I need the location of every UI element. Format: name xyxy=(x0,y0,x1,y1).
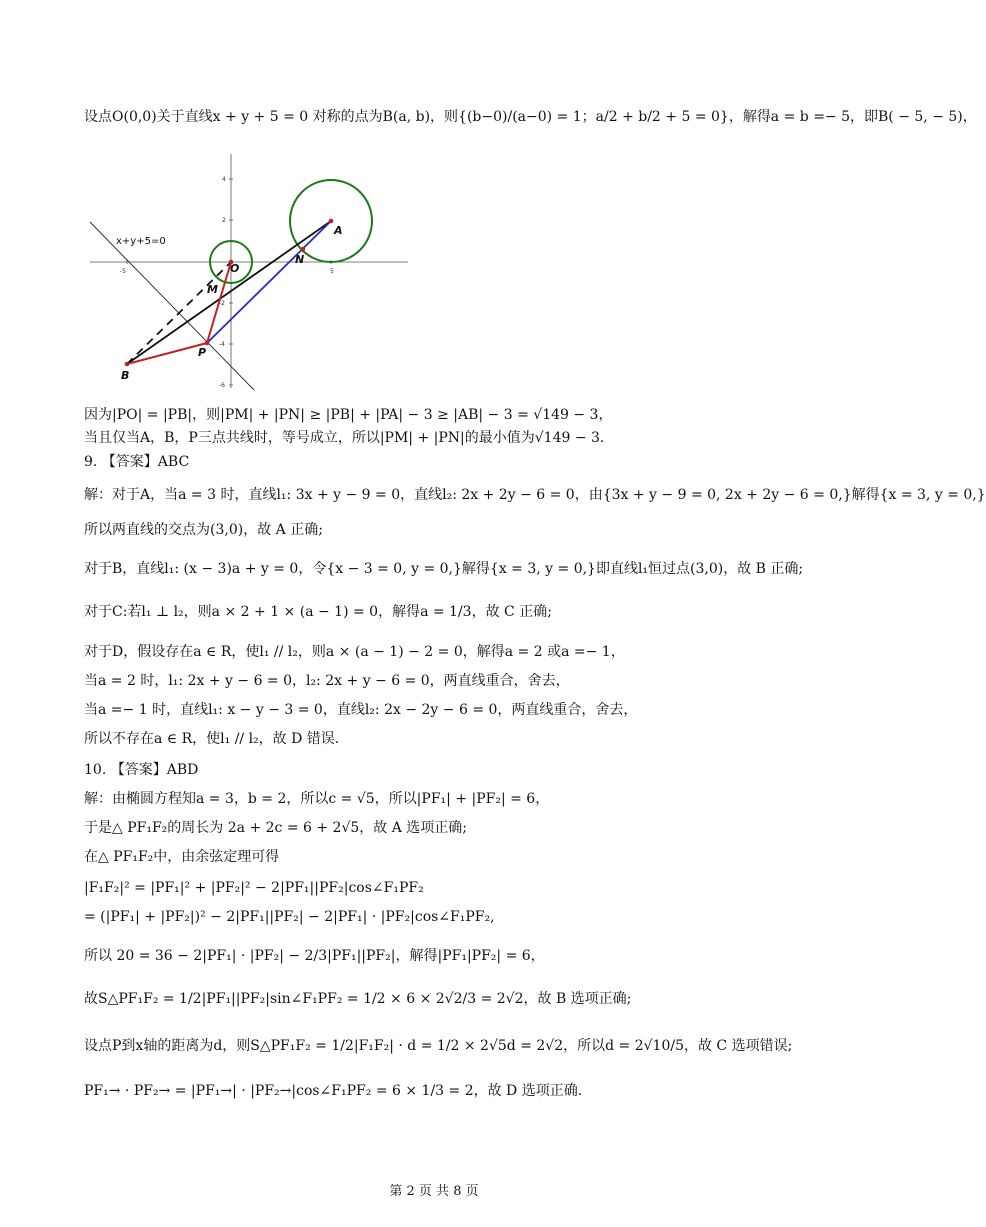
point-p xyxy=(205,341,210,346)
text-line-11: 当a =− 1 时，直线l₁: x − y − 3 = 0，直线l₂: 2x − 2y − 6 = 0，两直线重合，舍去， xyxy=(84,702,638,718)
geometry-figure xyxy=(86,150,416,390)
text-line-7: 对于B，直线l₁: (x − 3)a + y = 0，令{x − 3 = 0, y = 0,}解得{x = 3, y = 0,}即直线l₁恒过点(3,0)，故 B 正确; xyxy=(84,561,804,577)
page-footer: 第 2 页 共 8 页 xyxy=(389,1184,479,1199)
text-line-5: 解：对于A，当a = 3 时，直线l₁: 3x + y − 9 = 0，直线l₂: 2x + 2y − 6 = 0，由{3x + y − 9 = 0, 2x + 2y − 6 = 0,}解得{x = 3, y = 0,} xyxy=(84,487,986,503)
text-line-9: 对于D，假设存在a ∈ R，使l₁ // l₂，则a × (a − 1) − 2 = 0，解得a = 2 或a =− 1， xyxy=(84,644,625,660)
text-line-21: 设点P到x轴的距离为d，则S△PF₁F₂ = 1/2|F₁F₂| · d = 1/2 × 2√5d = 2√2，所以d = 2√10/5，故 C 选项错误; xyxy=(84,1038,793,1054)
text-line-20: 故S△PF₁F₂ = 1/2|PF₁||PF₂|sin∠F₁PF₂ = 1/2 × 6 × 2√2/3 = 2√2，故 B 选项正确; xyxy=(84,991,632,1007)
tick-y-2: 2 xyxy=(222,217,226,224)
label-p: P xyxy=(198,346,207,359)
tick-y-neg2: -2 xyxy=(219,300,225,307)
label-n: N xyxy=(295,253,305,266)
tick-y-neg4: -4 xyxy=(219,341,225,348)
text-line-15: 于是△ PF₁F₂的周长为 2a + 2c = 6 + 2√5，故 A 选项正确; xyxy=(84,820,468,836)
symmetry-line xyxy=(90,222,254,390)
text-line-10: 当a = 2 时，l₁: 2x + y − 6 = 0，l₂: 2x + y − 6 = 0，两直线重合，舍去， xyxy=(84,673,570,689)
text-line-3: 当且仅当A，B，P三点共线时，等号成立，所以|PM| + |PN|的最小值为√149 − 3. xyxy=(84,430,605,446)
point-a xyxy=(329,219,334,224)
tick-y-4: 4 xyxy=(222,176,226,183)
text-line-2: 因为|PO| = |PB|，则|PM| + |PN| ≥ |PB| + |PA| − 3 ≥ |AB| − 3 = √149 − 3， xyxy=(84,407,613,423)
text-line-6: 所以两直线的交点为(3,0)，故 A 正确; xyxy=(84,522,323,538)
label-a: A xyxy=(334,224,343,237)
label-m: M xyxy=(207,283,218,296)
text-line-18: = (|PF₁| + |PF₂|)² − 2|PF₁||PF₂| − 2|PF₁| · |PF₂|cos∠F₁PF₂, xyxy=(84,909,495,925)
label-o: O xyxy=(230,262,240,275)
figure-svg xyxy=(86,150,416,390)
text-line-16: 在△ PF₁F₂中，由余弦定理可得 xyxy=(84,849,280,865)
answer-10-heading: 10. 【答案】ABD xyxy=(84,762,199,778)
line-label: x+y+5=0 xyxy=(116,236,166,247)
tick-x-neg5: -5 xyxy=(120,268,126,275)
point-n xyxy=(301,247,306,252)
point-b xyxy=(125,362,130,367)
answer-9-heading: 9. 【答案】ABC xyxy=(84,454,190,470)
label-b: B xyxy=(121,369,130,382)
text-line-14: 解：由椭圆方程知a = 3，b = 2，所以c = √5，所以|PF₁| + |PF₂| = 6， xyxy=(84,791,550,807)
text-line-8: 对于C:若l₁ ⊥ l₂，则a × 2 + 1 × (a − 1) = 0，解得a = 1/3，故 C 正确; xyxy=(84,604,552,620)
text-line-1: 设点O(0,0)关于直线x + y + 5 = 0 对称的点为B(a, b)，则{(b−0)/(a−0) = 1；a/2 + b/2 + 5 = 0}，解得a = b =− 5，即B( − 5, − 5)， xyxy=(84,109,977,125)
text-line-17: |F₁F₂|² = |PF₁|² + |PF₂|² − 2|PF₁||PF₂|cos∠F₁PF₂ xyxy=(84,880,424,896)
text-line-19: 所以 20 = 36 − 2|PF₁| · |PF₂| − 2/3|PF₁||PF₂|，解得|PF₁|PF₂| = 6， xyxy=(84,948,545,964)
tick-y-neg6: -6 xyxy=(219,382,225,389)
text-line-22: PF₁→ · PF₂→ = |PF₁→| · |PF₂→|cos∠F₁PF₂ = 6 × 1/3 = 2，故 D 选项正确. xyxy=(84,1083,583,1099)
tick-x-5: 5 xyxy=(330,268,334,275)
text-line-12: 所以不存在a ∈ R，使l₁ // l₂，故 D 错误. xyxy=(84,731,340,747)
segment-bp xyxy=(127,343,207,364)
